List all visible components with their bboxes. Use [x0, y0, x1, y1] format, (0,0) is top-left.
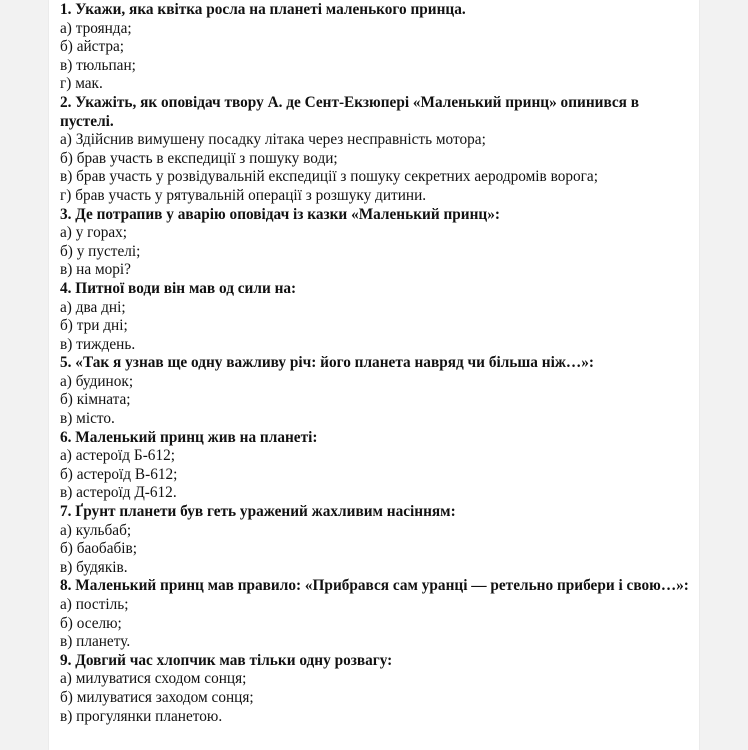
question-8: 8. Маленький принц мав правило: «Прибрався сам уранці — ретельно прибери і свою…»:	[60, 577, 689, 595]
option-4c: в) тиждень.	[60, 335, 136, 353]
option-5c: в) місто.	[60, 410, 115, 428]
question-block-6	[60, 429, 690, 503]
option-6c: в) астероїд Д-612.	[60, 484, 177, 502]
question-block-1	[60, 1, 690, 94]
option-9a: а) милуватися сходом сонця;	[60, 670, 247, 688]
question-block-2	[60, 94, 690, 206]
question-block-5	[60, 354, 690, 428]
option-1b: б) айстра;	[60, 38, 125, 56]
quiz-content	[60, 1, 690, 726]
question-4: 4. Питної води він мав од сили на:	[60, 279, 297, 297]
option-2d: г) брав участь у рятувальній операції з розшуку дитини.	[60, 186, 427, 204]
question-2: 2. Укажіть, як оповідач твору А. де Сент-Екзюпері «Маленький принц» опинився в пустелі.	[60, 93, 640, 130]
option-1a: а) троянда;	[60, 19, 132, 37]
option-3b: б) у пустелі;	[60, 242, 141, 260]
option-3c: в) на морі?	[60, 261, 131, 279]
option-8a: а) постіль;	[60, 596, 129, 613]
option-2c: в) брав участь у розвідувальній експедиції з пошуку секретних аеродромів ворога;	[60, 168, 598, 186]
question-block-8	[60, 577, 690, 651]
option-7b: б) баобабів;	[60, 540, 137, 558]
option-8c: в) планету.	[60, 633, 131, 651]
option-4b: б) три дні;	[60, 317, 128, 335]
option-5a: а) будинок;	[60, 372, 134, 390]
option-1c: в) тюльпан;	[60, 56, 136, 74]
option-4a: а) два дні;	[60, 298, 126, 316]
question-5: 5. «Так я узнав ще одну важливу річ: його планета навряд чи більша ніж…»:	[60, 354, 594, 372]
option-2b: б) брав участь в експедиції з пошуку води;	[60, 149, 338, 167]
question-9: 9. Довгий час хлопчик мав тільки одну розвагу:	[60, 651, 393, 669]
question-7: 7. Ґрунт планети був геть уражений жахливим насінням:	[60, 503, 456, 521]
question-block-9	[60, 652, 690, 726]
question-block-3	[60, 206, 690, 280]
option-3a: а) у горах;	[60, 224, 128, 242]
option-5b: б) кімната;	[60, 391, 131, 409]
option-6b: б) астероїд В-612;	[60, 465, 178, 483]
question-1: 1. Укажи, яка квітка росла на планеті маленького принца.	[60, 1, 466, 18]
option-2a: а) Здійснив вимушену посадку літака через несправність мотора;	[60, 131, 486, 149]
option-7c: в) будяків.	[60, 558, 128, 576]
question-6: 6. Маленький принц жив на планеті:	[60, 428, 318, 446]
document-page	[49, 0, 699, 750]
option-1d: г) мак.	[60, 75, 103, 93]
question-3: 3. Де потрапив у аварію оповідач із казки «Маленький принц»:	[60, 205, 500, 223]
question-block-4	[60, 280, 690, 354]
option-9b: б) милуватися заходом сонця;	[60, 688, 254, 706]
option-7a: а) кульбаб;	[60, 521, 132, 539]
option-6a: а) астероїд Б-612;	[60, 447, 175, 465]
option-9c: в) прогулянки планетою.	[60, 707, 223, 725]
option-8b: б) оселю;	[60, 614, 122, 632]
question-block-7	[60, 503, 690, 577]
